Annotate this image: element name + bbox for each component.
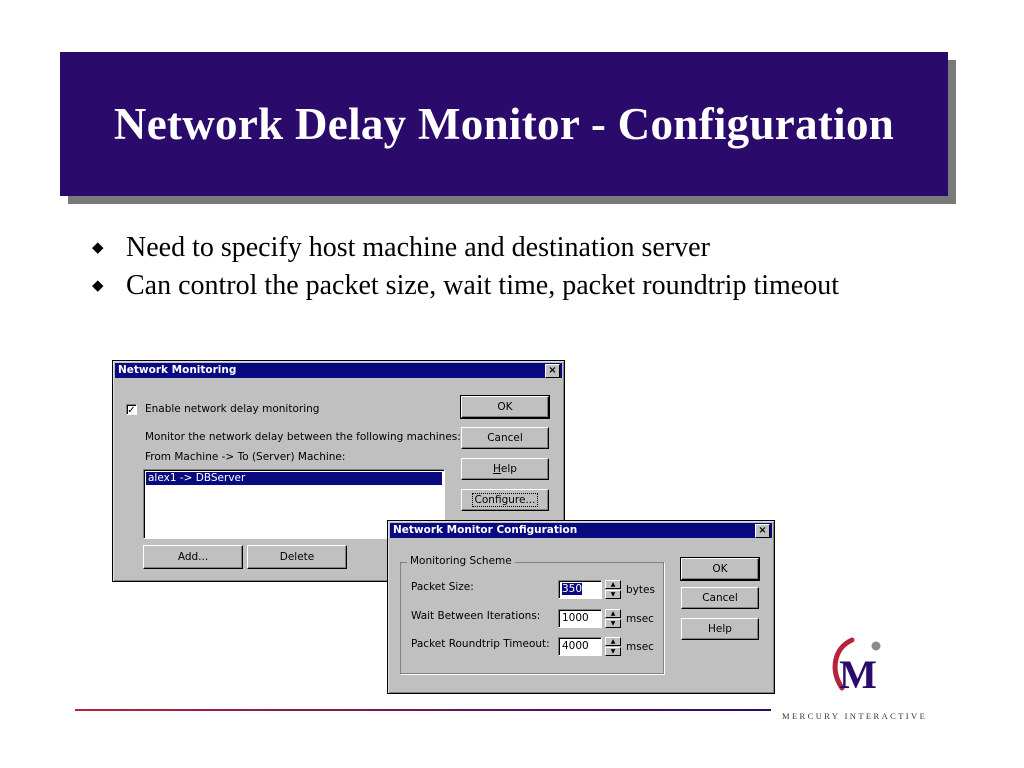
cancel-button[interactable] <box>461 427 549 449</box>
close-button[interactable] <box>545 364 560 378</box>
ok-label: OK <box>712 563 728 575</box>
dialog-caption <box>115 363 562 378</box>
cancel-button[interactable] <box>681 587 759 609</box>
list-item[interactable]: alex1 -> DBServer <box>146 472 442 485</box>
spin-down-icon[interactable]: ▼ <box>605 590 621 599</box>
wait-between-iterations-spinner[interactable] <box>605 609 621 628</box>
svg-text:M: M <box>839 652 877 696</box>
enable-monitoring-checkbox[interactable] <box>126 404 137 415</box>
close-icon: × <box>758 525 767 536</box>
bullet-text: Need to specify host machine and destination server <box>126 232 710 263</box>
configure-button[interactable] <box>461 489 549 511</box>
ok-button[interactable] <box>461 396 549 418</box>
packet-roundtrip-timeout-value: 4000 <box>562 640 589 652</box>
packet-size-spinner[interactable] <box>605 580 621 599</box>
packet-size-input[interactable] <box>558 580 602 599</box>
wait-between-iterations-input[interactable] <box>558 609 602 628</box>
packet-size-label: Packet Size: <box>411 581 474 593</box>
bullet-list <box>92 232 932 308</box>
wait-between-iterations-value: 1000 <box>562 612 589 624</box>
delete-label: Delete <box>279 551 315 563</box>
network-monitor-configuration-dialog <box>387 520 775 694</box>
ok-label: OK <box>497 401 513 413</box>
title-banner <box>60 52 948 196</box>
diamond-bullet-icon: ◆ <box>92 278 104 294</box>
enable-monitoring-label[interactable]: Enable network delay monitoring <box>145 403 320 415</box>
packet-size-unit: bytes <box>626 584 655 596</box>
bullet-text: Can control the packet size, wait time, packet roundtrip timeout <box>126 270 840 301</box>
spin-down-icon[interactable]: ▼ <box>605 619 621 628</box>
machine-column-hint: From Machine -> To (Server) Machine: <box>145 451 346 463</box>
dialog-title: Network Monitoring <box>118 364 237 376</box>
close-icon: × <box>548 365 557 376</box>
packet-roundtrip-timeout-spinner[interactable] <box>605 637 621 656</box>
packet-roundtrip-timeout-unit: msec <box>626 641 654 653</box>
footer-divider <box>75 709 771 711</box>
wait-between-iterations-unit: msec <box>626 613 654 625</box>
configure-label: Configure... <box>474 494 536 506</box>
spin-up-icon[interactable]: ▲ <box>605 637 621 646</box>
delete-button[interactable] <box>247 545 347 569</box>
spin-down-icon[interactable]: ▼ <box>605 647 621 656</box>
monitoring-scheme-title: Monitoring Scheme <box>407 555 515 567</box>
help-label: Help <box>493 463 517 475</box>
packet-size-value: 350 <box>562 583 583 595</box>
help-label: Help <box>708 623 732 635</box>
help-button[interactable] <box>681 618 759 640</box>
dialog-caption <box>390 523 772 538</box>
diamond-bullet-icon: ◆ <box>92 240 104 256</box>
spin-up-icon[interactable]: ▲ <box>605 609 621 618</box>
ok-button[interactable] <box>681 558 759 580</box>
help-button[interactable] <box>461 458 549 480</box>
slide-title: Network Delay Monitor - Configuration <box>113 99 895 149</box>
checkmark-icon: ✓ <box>127 405 136 416</box>
bullet-item <box>92 232 932 264</box>
packet-roundtrip-timeout-input[interactable] <box>558 637 602 656</box>
bullet-item <box>92 270 932 302</box>
mercury-logo-icon <box>826 634 888 696</box>
monitor-description: Monitor the network delay between the following machines: <box>145 431 461 443</box>
wait-between-iterations-label: Wait Between Iterations: <box>411 610 541 622</box>
company-name: MERCURY INTERACTIVE <box>782 711 928 721</box>
dialog-title: Network Monitor Configuration <box>393 524 578 536</box>
cancel-label: Cancel <box>487 432 523 444</box>
cancel-label: Cancel <box>702 592 738 604</box>
add-label: Add... <box>177 551 209 563</box>
packet-roundtrip-timeout-label: Packet Roundtrip Timeout: <box>411 638 550 650</box>
close-button[interactable] <box>755 524 770 538</box>
add-button[interactable] <box>143 545 243 569</box>
spin-up-icon[interactable]: ▲ <box>605 580 621 589</box>
